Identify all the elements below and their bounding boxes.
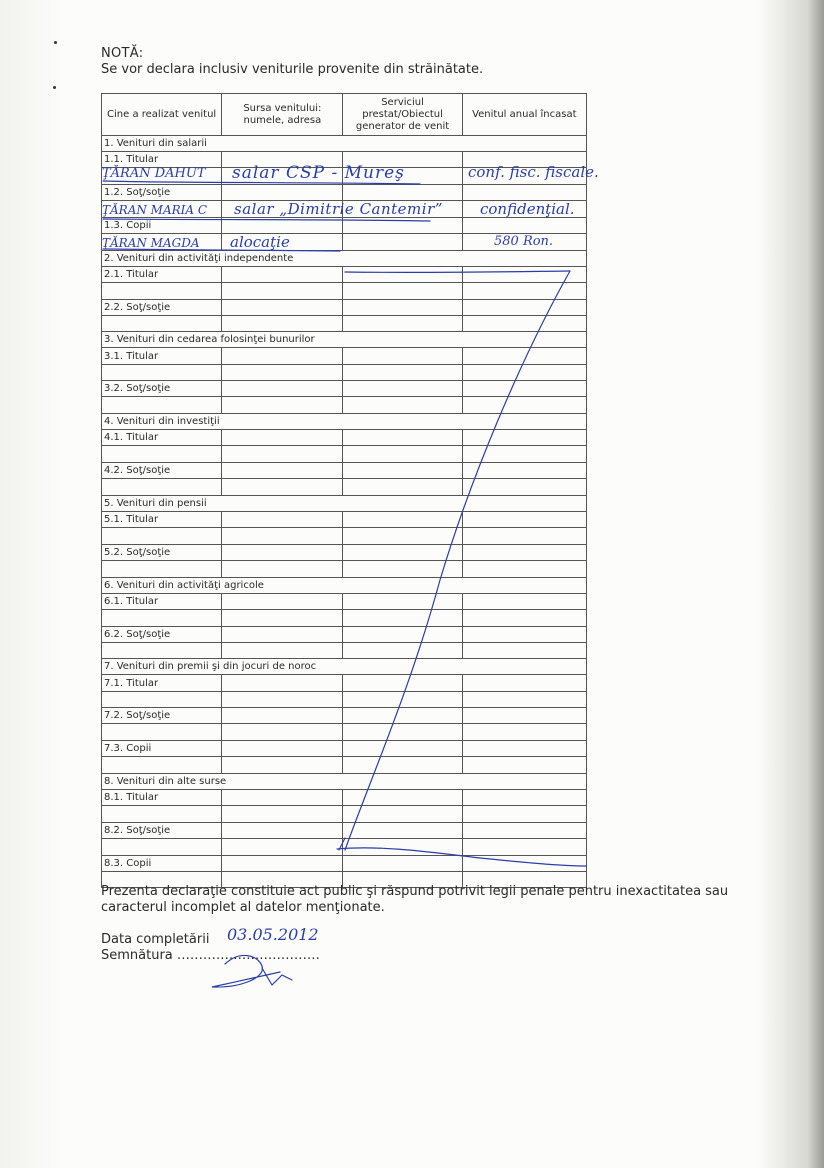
section-property-use: 3. Venituri din cedarea folosinţei bunurilor: [102, 332, 587, 348]
note-text: Se vor declara inclusiv veniturile provenite din străinătate.: [101, 62, 484, 77]
cancel-diagonal-line: [345, 271, 570, 850]
hw-underline: [103, 249, 340, 251]
hw-spouse-amount: confidenţial.: [480, 200, 575, 218]
section-salaries: 1. Venituri din salarii: [102, 136, 587, 152]
hw-children-amount: 580 Ron.: [494, 234, 554, 249]
row-label: 8.1. Titular: [102, 790, 222, 806]
row-label: 7.3. Copii: [102, 741, 222, 757]
signature-label: Semnătura ……………………………: [101, 948, 320, 963]
section-pensions: 5. Venituri din pensii: [102, 495, 587, 511]
row-label: 7.2. Soţ/soţie: [102, 708, 222, 724]
date-label: Data completării: [101, 932, 210, 947]
hw-spouse-source: salar „Dimitrie Cantemir”: [234, 200, 443, 218]
legal-statement: Prezenta declaraţie constituie act public şi răspund potrivit legii penale pentru inexactitatea sau caracterul incomplet al datelor menţionate.: [101, 884, 729, 915]
hw-date: 03.05.2012: [227, 925, 319, 944]
row-label: 6.2. Soţ/soţie: [102, 626, 222, 642]
hw-children-source: alocaţie: [230, 233, 290, 251]
section-prizes-gambling: 7. Venituri din premii şi din jocuri de noroc: [102, 659, 587, 675]
section-other-sources: 8. Venituri din alte surse: [102, 773, 587, 789]
row-label: 3.1. Titular: [102, 348, 222, 364]
header-who: Cine a realizat venitul: [102, 94, 222, 136]
hw-underline: [103, 181, 420, 184]
row-label: 1.3. Copii: [102, 217, 222, 233]
signature-mark: [212, 955, 292, 987]
row-label: 8.3. Copii: [102, 855, 222, 871]
cancel-top-line: [345, 271, 570, 272]
note-title: NOTĂ:: [101, 46, 144, 61]
row-label: 5.1. Titular: [102, 511, 222, 527]
row-label: 1.2. Soţ/soţie: [102, 184, 222, 200]
section-agricultural: 6. Venituri din activităţi agricole: [102, 577, 587, 593]
hw-titular-source: salar CSP - Mureş: [232, 163, 405, 183]
row-label: 2.1. Titular: [102, 266, 222, 282]
hw-underline: [103, 219, 430, 221]
hw-titular-name: ŢĂRAN DAHUT: [102, 166, 206, 181]
row-label: 4.1. Titular: [102, 430, 222, 446]
header-service: Serviciul prestat/Obiectul generator de venit: [343, 94, 462, 136]
section-independent: 2. Venituri din activităţi independente: [102, 250, 587, 266]
row-label: 3.2. Soţ/soţie: [102, 381, 222, 397]
row-label: 2.2. Soţ/soţie: [102, 299, 222, 315]
section-investments: 4. Venituri din investiţii: [102, 414, 587, 430]
row-label: 5.2. Soţ/soţie: [102, 544, 222, 560]
header-source: Sursa venitului: numele, adresa: [222, 94, 343, 136]
row-label: 4.2. Soţ/soţie: [102, 463, 222, 479]
row-label: 1.1. Titular: [102, 152, 222, 168]
row-label: 8.2. Soţ/soţie: [102, 822, 222, 838]
hw-spouse-name: ŢĂRAN MARIA C: [102, 203, 208, 217]
hw-children-name: ŢĂRAN MAGDA: [102, 236, 200, 250]
row-label: 7.1. Titular: [102, 675, 222, 691]
header-annual-income: Venitul anual încasat: [462, 94, 586, 136]
hw-titular-amount: conf. fisc. fiscale.: [468, 163, 599, 181]
row-label: 6.1. Titular: [102, 593, 222, 609]
cancel-bottom-line: [337, 848, 586, 866]
